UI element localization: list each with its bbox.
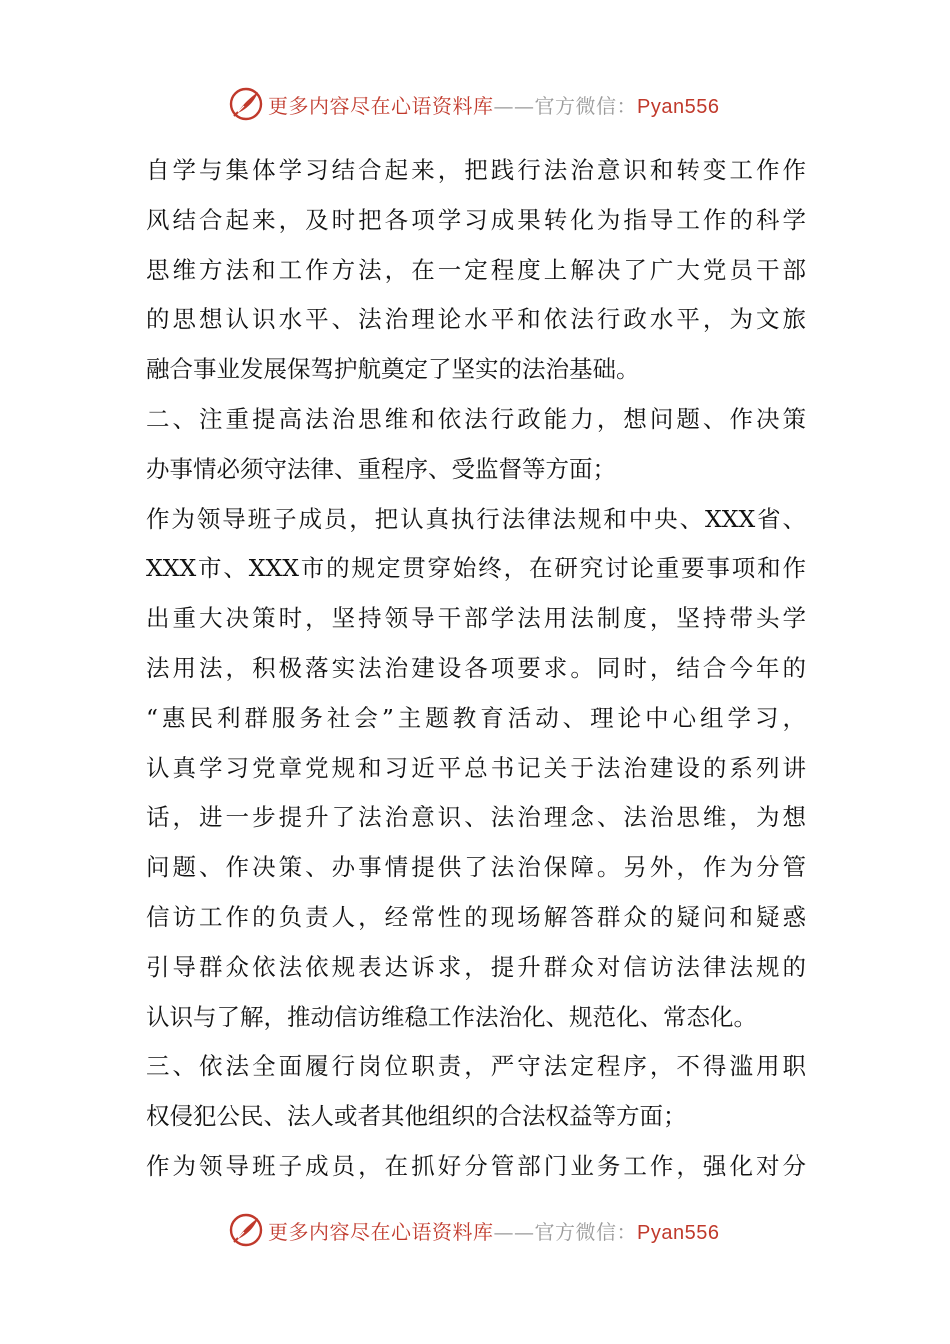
body-line: 认真学习党章党规和习近平总书记关于法治建设的系列讲 (146, 753, 806, 782)
body-line: 问题、作决策、办事情提供了法治保障。另外，作为分管 (146, 853, 806, 882)
body-line: 话，进一步提升了法治意识、法治理念、法治思维，为想 (146, 803, 806, 832)
body-line: 思维方法和工作方法，在一定程度上解决了广大党员干部 (146, 255, 806, 284)
body-line: 作为领导班子成员，在抓好分管部门业务工作，强化对分 (146, 1151, 806, 1180)
quill-pen-circle-icon (228, 86, 264, 122)
quill-pen-circle-icon (228, 1212, 264, 1248)
body-line: 信访工作的负责人，经常性的现场解答群众的疑问和疑惑 (146, 902, 806, 931)
body-line: 出重大决策时，坚持领导干部学法用法制度，坚持带头学 (146, 604, 806, 633)
document-body (146, 146, 806, 1192)
body-line: 法用法，积极落实法治建设各项要求。同时，结合今年的 (146, 653, 806, 682)
section-heading-line: 办事情必须守法律、重程序、受监督等方面； (146, 454, 616, 483)
body-line: 的思想认识水平、法治理论水平和依法行政水平，为文旅 (146, 305, 806, 334)
section-heading-line: 二、注重提高法治思维和依法行政能力，想问题、作决策 (146, 404, 806, 433)
header-banner-text (268, 90, 719, 119)
body-line: 作为领导班子成员，把认真执行法律法规和中央、XXX省、 (146, 504, 806, 533)
footer-banner-main: 更多内容尽在心语资料库 (268, 1219, 494, 1244)
header-banner-wechat-id: Pyan556 (637, 95, 720, 118)
section-heading-line: 三、依法全面履行岗位职责，严守法定程序，不得滥用职 (146, 1052, 806, 1081)
footer-banner-wechat-label: 官方微信： (534, 1219, 637, 1244)
footer-banner-dash: —— (493, 1219, 535, 1244)
footer-banner-wechat-id: Pyan556 (637, 1221, 720, 1244)
header-banner-dash: —— (493, 93, 535, 118)
footer-banner-text (268, 1216, 719, 1245)
body-line: 引导群众依法依规表达诉求，提升群众对信访法律法规的 (146, 952, 806, 981)
section-heading-line: 权侵犯公民、法人或者其他组织的合法权益等方面； (146, 1102, 687, 1131)
header-banner (228, 86, 788, 122)
header-banner-wechat-label: 官方微信： (534, 93, 637, 118)
body-line: 融合事业发展保驾护航奠定了坚实的法治基础。 (146, 355, 640, 384)
body-line: 风结合起来，及时把各项学习成果转化为指导工作的科学 (146, 205, 806, 234)
footer-banner (228, 1212, 788, 1248)
body-line: XXX市、XXX市的规定贯穿始终，在研究讨论重要事项和作 (146, 554, 806, 583)
body-line: 认识与了解，推动信访维稳工作法治化、规范化、常态化。 (146, 1002, 757, 1031)
body-line: 自学与集体学习结合起来，把践行法治意识和转变工作作 (146, 156, 806, 184)
header-banner-main: 更多内容尽在心语资料库 (268, 93, 494, 118)
body-line: “惠民利群服务社会”主题教育活动、理论中心组学习， (146, 703, 806, 732)
